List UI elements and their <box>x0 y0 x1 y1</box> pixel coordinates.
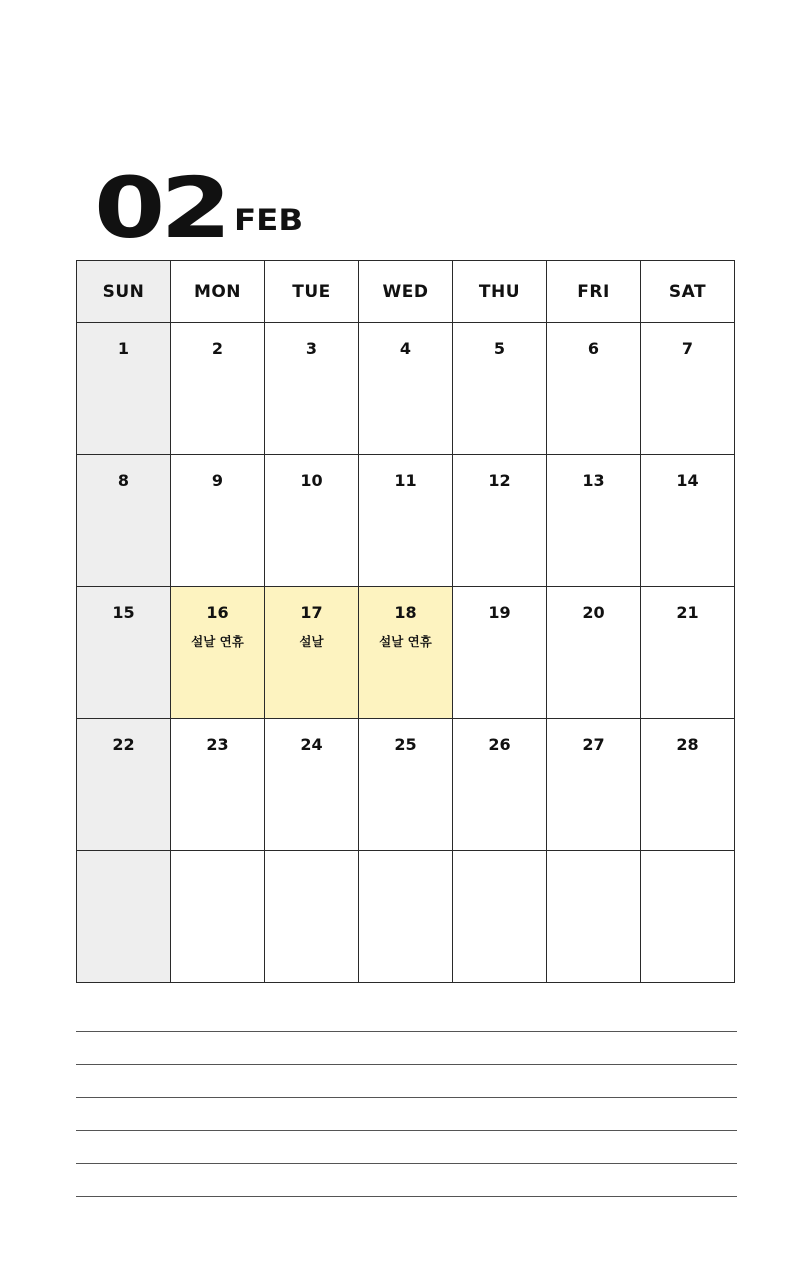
day-number: 20 <box>582 603 605 622</box>
note-line <box>76 1064 737 1097</box>
day-number: 15 <box>112 603 135 622</box>
day-cell[interactable] <box>359 719 453 851</box>
weekday-sun: SUN <box>77 261 171 323</box>
day-cell[interactable] <box>77 323 171 455</box>
day-cell[interactable] <box>547 323 641 455</box>
holiday-label: 설날 <box>299 634 324 649</box>
day-cell[interactable] <box>453 719 547 851</box>
day-cell[interactable] <box>359 851 453 983</box>
day-cell[interactable] <box>171 851 265 983</box>
day-number: 8 <box>117 471 130 490</box>
week-row <box>77 323 735 455</box>
day-cell[interactable] <box>453 323 547 455</box>
day-cell[interactable] <box>453 851 547 983</box>
day-cell[interactable] <box>77 587 171 719</box>
day-number: 17 <box>300 603 323 622</box>
week-row <box>77 719 735 851</box>
holiday-label: 설날 연휴 <box>191 634 244 649</box>
weekday-tue: TUE <box>265 261 359 323</box>
note-line <box>76 1163 737 1196</box>
day-cell[interactable] <box>265 719 359 851</box>
weekday-sat: SAT <box>641 261 735 323</box>
day-number: 19 <box>488 603 511 622</box>
note-line <box>76 1031 737 1064</box>
day-number: 13 <box>582 471 605 490</box>
day-cell[interactable] <box>171 323 265 455</box>
day-number: 23 <box>206 735 229 754</box>
day-number: 27 <box>582 735 605 754</box>
day-number: 12 <box>488 471 511 490</box>
day-cell[interactable] <box>359 323 453 455</box>
day-cell[interactable] <box>77 719 171 851</box>
day-number: 26 <box>488 735 511 754</box>
week-row <box>77 587 735 719</box>
note-line <box>76 1196 737 1197</box>
day-number: 10 <box>300 471 323 490</box>
day-number: 18 <box>394 603 417 622</box>
day-cell[interactable] <box>641 587 735 719</box>
day-number: 3 <box>305 339 318 358</box>
day-number: 4 <box>399 339 412 358</box>
day-cell[interactable] <box>171 719 265 851</box>
month-name: FEB <box>234 203 304 237</box>
notes-area[interactable] <box>76 1031 737 1197</box>
day-cell[interactable] <box>171 455 265 587</box>
day-number: 25 <box>394 735 417 754</box>
week-row <box>77 455 735 587</box>
day-number: 14 <box>676 471 699 490</box>
holiday-cell[interactable] <box>171 587 265 719</box>
day-cell[interactable] <box>641 323 735 455</box>
day-number: 6 <box>587 339 600 358</box>
weekday-header-row <box>77 261 735 323</box>
weekday-wed: WED <box>359 261 453 323</box>
day-cell[interactable] <box>547 719 641 851</box>
day-number: 22 <box>112 735 135 754</box>
day-number: 24 <box>300 735 323 754</box>
day-cell[interactable] <box>265 851 359 983</box>
month-number: 02 <box>94 159 227 257</box>
day-cell[interactable] <box>547 587 641 719</box>
weekday-mon: MON <box>171 261 265 323</box>
holiday-cell[interactable] <box>265 587 359 719</box>
day-number: 28 <box>676 735 699 754</box>
day-cell[interactable] <box>265 455 359 587</box>
day-cell[interactable] <box>641 851 735 983</box>
week-row <box>77 851 735 983</box>
day-cell[interactable] <box>77 851 171 983</box>
day-number: 16 <box>206 603 229 622</box>
day-cell[interactable] <box>641 719 735 851</box>
day-cell[interactable] <box>641 455 735 587</box>
day-cell[interactable] <box>453 455 547 587</box>
day-cell[interactable] <box>547 455 641 587</box>
day-number: 2 <box>211 339 224 358</box>
day-number: 7 <box>681 339 694 358</box>
day-number: 1 <box>117 339 130 358</box>
weekday-fri: FRI <box>547 261 641 323</box>
note-line <box>76 1130 737 1163</box>
day-cell[interactable] <box>265 323 359 455</box>
day-number: 11 <box>394 471 417 490</box>
day-cell[interactable] <box>453 587 547 719</box>
day-cell[interactable] <box>77 455 171 587</box>
day-number: 9 <box>211 471 224 490</box>
day-cell[interactable] <box>359 455 453 587</box>
holiday-cell[interactable] <box>359 587 453 719</box>
day-number: 21 <box>676 603 699 622</box>
day-cell[interactable] <box>547 851 641 983</box>
day-number: 5 <box>493 339 506 358</box>
weekday-thu: THU <box>453 261 547 323</box>
note-line <box>76 1097 737 1130</box>
calendar-grid <box>76 260 735 983</box>
holiday-label: 설날 연휴 <box>379 634 432 649</box>
